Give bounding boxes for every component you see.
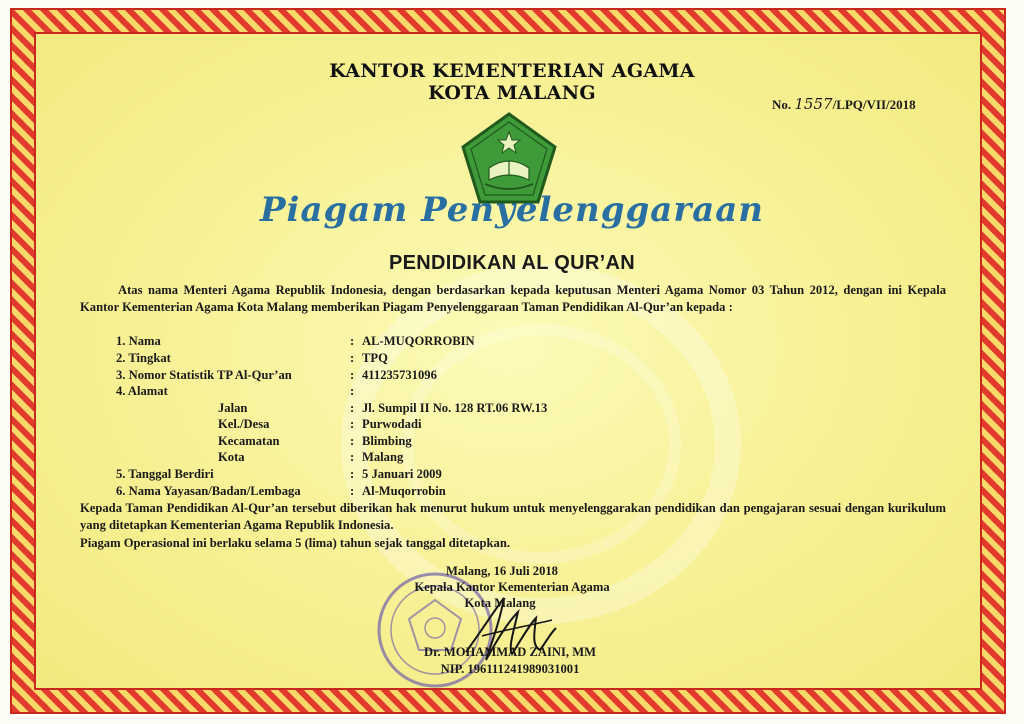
field-colon: : (350, 401, 355, 415)
validity-paragraph: Piagam Operasional ini berlaku selama 5 (lima) tahun sejak tanggal ditetapkan. (80, 536, 510, 550)
field-label-nomor: 3. Nomor Statistik TP Al-Qur’an (116, 368, 292, 382)
field-colon: : (350, 368, 355, 382)
doc-number-prefix: No. (772, 97, 792, 112)
field-label-kecamatan: Kecamatan (218, 434, 280, 448)
office-name: KANTOR KEMENTERIAN AGAMA (329, 60, 695, 82)
field-colon: : (350, 384, 355, 398)
field-colon: : (350, 417, 355, 431)
certificate-title: Piagam Penyelenggaraan (259, 190, 765, 230)
field-colon: : (350, 351, 355, 365)
field-label-tanggal: 5. Tanggal Berdiri (116, 467, 214, 481)
field-label-alamat: 4. Alamat (116, 384, 168, 398)
field-colon: : (350, 450, 355, 464)
field-label-nama: 1. Nama (116, 334, 161, 348)
field-value-kota: Malang (362, 450, 404, 464)
field-value-jalan: Jl. Sumpil II No. 128 RT.06 RW.13 (362, 401, 548, 415)
field-colon: : (350, 434, 355, 448)
signatory-name: Dr. MOHAMMAD ZAINI, MM (424, 645, 596, 659)
signatory-nip: NIP. 196111241989031001 (440, 662, 580, 676)
field-value-nomor: 411235731096 (362, 368, 437, 382)
office-city: KOTA MALANG (428, 82, 596, 104)
field-value-tanggal: 5 Januari 2009 (362, 467, 442, 481)
field-colon: : (350, 484, 355, 498)
field-label-tingkat: 2. Tingkat (116, 351, 171, 365)
field-label-yayasan: 6. Nama Yayasan/Badan/Lembaga (116, 484, 301, 498)
field-label-kel: Kel./Desa (218, 417, 270, 431)
field-value-kel: Purwodadi (362, 417, 422, 431)
intro-paragraph: Atas nama Menteri Agama Republik Indonesia, dengan berdasarkan kepada keputusan Menteri Agama Nomor 03 Tahun 2012, dengan ini Kepala Kantor Kementerian Agama Kota Malang memberikan Piagam Penyelenggaraan Taman Pendidikan Al-Qur’an kepada : (80, 283, 946, 314)
field-label-kota: Kota (218, 450, 245, 464)
doc-number-suffix: /LPQ/VII/2018 (832, 97, 916, 112)
field-colon: : (350, 467, 355, 481)
field-label-jalan: Jalan (218, 401, 248, 415)
signature-position-1: Kepala Kantor Kementerian Agama (414, 580, 610, 594)
document-number (772, 95, 916, 113)
field-value-kecamatan: Blimbing (362, 434, 412, 448)
doc-number-handwritten: 1557 (794, 95, 833, 113)
closing-paragraph: Kepada Taman Pendidikan Al-Qur’an tersebut diberikan hak menurut hukum untuk menyelenggarakan pendidikan dan pengajaran sesuai dengan kurikulum yang ditetapkan Kementerian Agama Republik Indonesia. (80, 501, 946, 532)
field-value-nama: AL-MUQORROBIN (362, 334, 475, 348)
signature-position-2: Kota Malang (464, 596, 536, 610)
signature-place-date: Malang, 16 Juli 2018 (446, 564, 558, 578)
certificate-subtitle: PENDIDIKAN AL QUR’AN (388, 252, 635, 274)
field-value-yayasan: Al-Muqorrobin (362, 484, 446, 498)
field-value-tingkat: TPQ (362, 351, 388, 365)
field-colon: : (350, 334, 355, 348)
